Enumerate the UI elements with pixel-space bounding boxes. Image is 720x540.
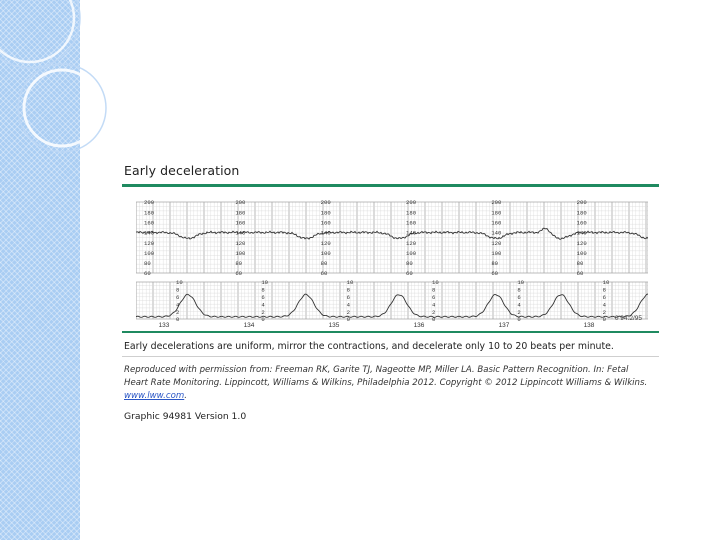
fhr-scale-label: 200: [144, 199, 155, 207]
fetal-heart-rate-strip: [136, 193, 648, 329]
fhr-scale-label: 60: [406, 270, 413, 278]
uc-scale-label: 10: [176, 279, 183, 287]
paper-number: 136: [413, 322, 425, 329]
uc-scale-label: 2: [261, 308, 265, 316]
uc-scale-label: 2: [432, 308, 436, 316]
title-rule: [122, 184, 659, 187]
fhr-scale-label: 100: [576, 249, 587, 257]
fhr-scale-label: 180: [491, 209, 502, 217]
fhr-scale-label: 160: [491, 219, 502, 227]
fhr-scale-label: 80: [406, 260, 413, 268]
uc-scale-label: 8: [517, 286, 521, 294]
uc-scale-label: 0: [261, 316, 265, 324]
fhr-scale-label: 160: [320, 219, 331, 227]
uc-scale-label: 4: [346, 301, 351, 309]
credit-text: [124, 364, 664, 403]
uc-scale-label: 8: [346, 286, 351, 294]
fhr-scale-label: 80: [576, 260, 584, 268]
fhr-scale-label: 140: [576, 229, 587, 237]
fhr-scale-label: 140: [235, 229, 246, 237]
fhr-scale-label: 60: [144, 270, 151, 278]
paper-number: 138: [583, 322, 595, 329]
fhr-scale-label: 120: [406, 239, 417, 247]
uc-scale-label: 2: [346, 308, 351, 316]
fhr-scale-label: 180: [235, 209, 246, 217]
uc-scale-label: 2: [517, 308, 521, 316]
fhr-scale-label: 80: [235, 260, 243, 268]
fhr-scale-label: 180: [576, 209, 587, 217]
fhr-scale-label: 160: [144, 219, 155, 227]
uc-scale-label: 0: [176, 316, 180, 324]
credit-line-2: Heart Rate Monitoring. Lippincott, Williams & Wilkins, Philadelphia 2012. Copyright © 2012 Lippincott Williams & Wilkins.: [124, 378, 648, 388]
uc-scale-label: 10: [517, 279, 525, 287]
fhr-scale-label: 200: [320, 199, 331, 207]
uc-scale-label: 10: [346, 279, 354, 287]
fhr-scale-label: 140: [406, 229, 417, 237]
fhr-scale-label: 100: [320, 249, 331, 257]
fhr-scale-label: 120: [144, 239, 155, 247]
fhr-scale-label: 100: [144, 249, 155, 257]
fhr-scale-label: 100: [491, 249, 502, 257]
fhr-scale-label: 200: [576, 199, 587, 207]
fhr-scale-label: 120: [576, 239, 587, 247]
uc-scale-label: 6: [346, 294, 351, 301]
fhr-scale-label: 140: [491, 229, 502, 237]
fhr-scale-label: 180: [406, 209, 417, 217]
paper-number: 134: [243, 322, 255, 329]
figure-title: Early deceleration: [124, 163, 240, 178]
fhr-scale-label: 140: [320, 229, 331, 237]
uc-scale-label: 0: [346, 316, 351, 324]
publisher-link[interactable]: www.lww.com: [124, 391, 185, 401]
fhr-scale-label: 80: [144, 260, 151, 268]
strip-mark: 0 94.2/95: [614, 315, 642, 322]
uc-scale-label: 6: [517, 294, 521, 301]
uc-scale-label: 8: [432, 286, 436, 294]
fhr-scale-label: 160: [235, 219, 246, 227]
fhr-scale-label: 120: [491, 239, 502, 247]
fhr-scale-label: 60: [235, 270, 243, 278]
uc-scale-label: 4: [602, 301, 607, 309]
uc-scale-label: 4: [261, 301, 265, 309]
uc-scale-label: 6: [602, 294, 607, 301]
fhr-scale-label: 180: [320, 209, 331, 217]
figure-caption: Early decelerations are uniform, mirror the contractions, and decelerate only 10 to 20 beats per minute.: [124, 341, 614, 352]
uc-scale-label: 6: [176, 294, 180, 301]
uc-scale-label: 10: [261, 279, 269, 287]
uc-scale-label: 0: [432, 316, 436, 324]
uc-scale-label: 2: [602, 308, 607, 316]
uc-scale-label: 4: [517, 301, 521, 309]
fhr-scale-label: 60: [576, 270, 584, 278]
caption-rule: [122, 331, 659, 333]
credit-line-3: [124, 390, 664, 403]
fhr-scale-label: 160: [576, 219, 587, 227]
uc-scale-label: 10: [432, 279, 439, 287]
uc-scale-label: 2: [176, 308, 180, 316]
fhr-scale-label: 200: [491, 199, 502, 207]
fhr-scale-label: 80: [320, 260, 328, 268]
uc-scale-label: 4: [432, 301, 436, 309]
fhr-scale-label: 200: [235, 199, 246, 207]
fhr-scale-label: 100: [235, 249, 246, 257]
paper-number: 135: [328, 322, 340, 329]
fhr-scale-label: 120: [235, 239, 246, 247]
uc-scale-label: 8: [602, 286, 607, 294]
fhr-scale-label: 80: [491, 260, 499, 268]
fhr-scale-label: 60: [491, 270, 499, 278]
uc-scale-label: 10: [602, 279, 610, 287]
uc-scale-label: 0: [602, 316, 607, 324]
fhr-scale-label: 160: [406, 219, 417, 227]
graphic-version: Graphic 94981 Version 1.0: [124, 411, 247, 422]
credit-line-1: Reproduced with permission from: Freeman RK, Garite TJ, Nageotte MP, Miller LA. Basic Pattern Recognition. In: Fetal: [124, 365, 629, 375]
paper-number: 133: [158, 322, 170, 329]
fhr-scale-label: 100: [406, 249, 417, 257]
fhr-scale-label: 200: [406, 199, 417, 207]
paper-number: 137: [498, 322, 510, 329]
uc-scale-label: 6: [261, 294, 265, 301]
decorative-circles: [0, 0, 110, 200]
uc-scale-label: 8: [261, 286, 265, 294]
fhr-scale-label: 120: [320, 239, 331, 247]
credit-link-suffix: .: [184, 391, 187, 401]
uc-scale-label: 0: [517, 316, 521, 324]
credit-divider: [122, 356, 659, 357]
fhr-scale-label: 60: [320, 270, 328, 278]
fhr-scale-label: 140: [144, 229, 155, 237]
uc-scale-label: 4: [176, 301, 180, 309]
uc-scale-label: 8: [176, 286, 180, 294]
fhr-scale-label: 180: [144, 209, 155, 217]
uc-scale-label: 6: [432, 294, 436, 301]
